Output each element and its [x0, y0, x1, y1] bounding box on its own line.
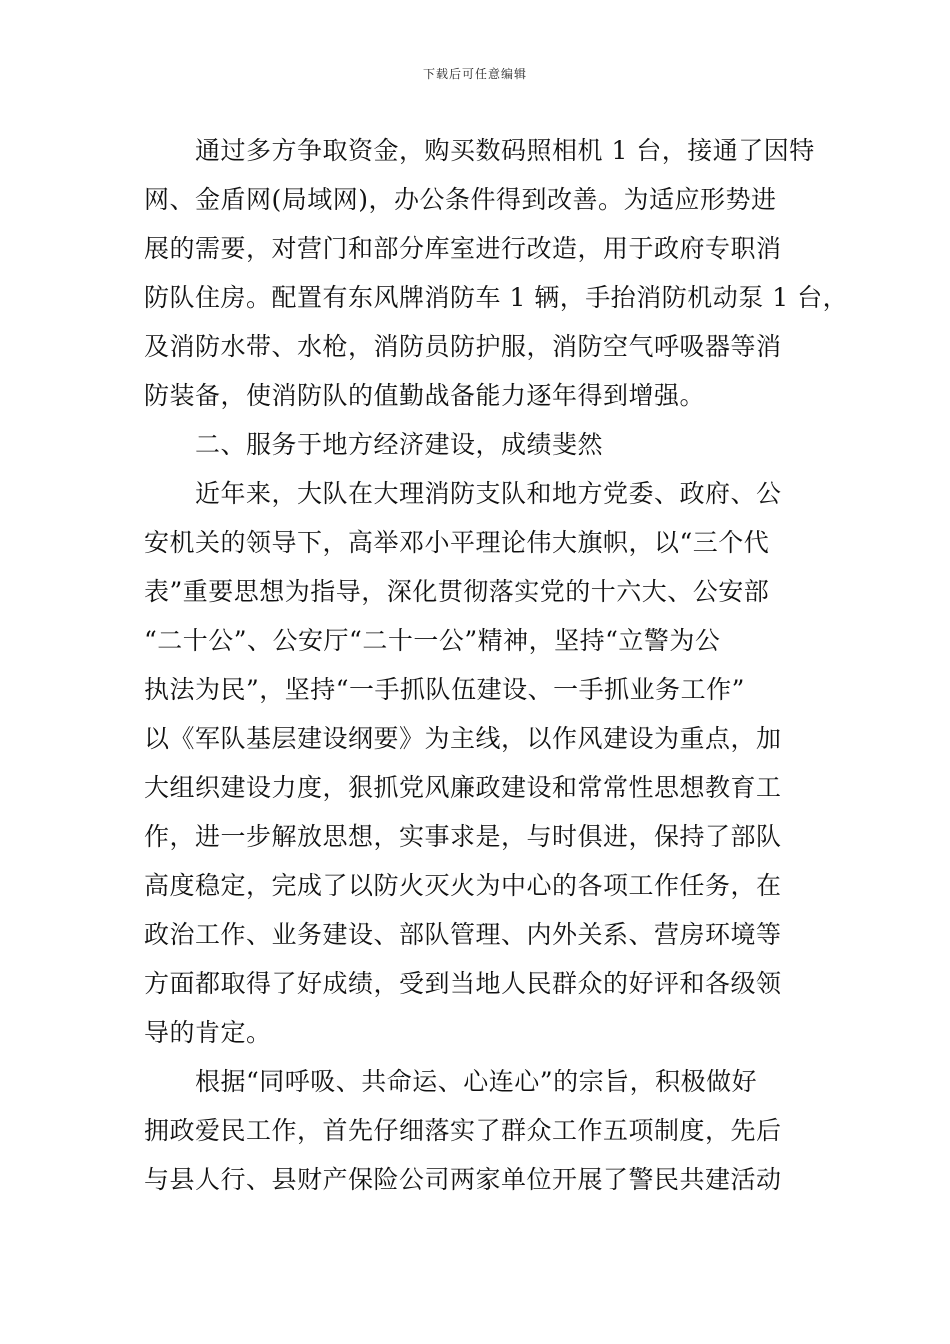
header-note: 下载后可任意编辑: [422, 67, 527, 81]
document-body: [144, 126, 849, 1204]
paragraph-line: 表”重要思想为指导，深化贯彻落实党的十六大、公安部: [144, 577, 770, 606]
paragraph-line: “二十公”、公安厅“二十一公”精神，坚持“立警为公: [144, 626, 721, 655]
paragraph-line: 执法为民”，坚持“一手抓队伍建设、一手抓业务工作”: [144, 675, 745, 704]
section-heading: 二、服务于地方经济建设，成绩斐然: [195, 430, 604, 459]
paragraph-line: 大组织建设力度，狠抓党风廉政建设和常常性思想教育工: [144, 773, 782, 802]
paragraph-line: 作，进一步解放思想，实事求是，与时俱进，保持了部队: [144, 822, 782, 851]
paragraph-line: 拥政爱民工作，首先仔细落实了群众工作五项制度，先后: [144, 1116, 782, 1145]
paragraph-line: 通过多方争取资金，购买数码照相机 1 台，接通了因特: [195, 136, 815, 165]
paragraph-line: 导的肯定。: [144, 1018, 272, 1047]
paragraph-line: 高度稳定，完成了以防火灭火为中心的各项工作任务，在: [144, 871, 782, 900]
paragraph-line: 展的需要，对营门和部分库室进行改造，用于政府专职消: [144, 234, 782, 263]
paragraph-line: 政治工作、业务建设、部队管理、内外关系、营房环境等: [144, 920, 782, 949]
paragraph-line: 方面都取得了好成绩，受到当地人民群众的好评和各级领: [144, 969, 782, 998]
paragraph-line: 防队住房。配置有东风牌消防车 1 辆，手抬消防机动泵 1 台，: [144, 283, 849, 312]
paragraph-line: 网、金盾网(局域网)，办公条件得到改善。为适应形势进: [144, 185, 777, 214]
paragraph-line: 近年来，大队在大理消防支队和地方党委、政府、公: [195, 479, 782, 508]
paragraph-line: 及消防水带、水枪，消防员防护服，消防空气呼吸器等消: [144, 332, 782, 361]
paragraph-line: 与县人行、县财产保险公司两家单位开展了警民共建活动: [144, 1165, 782, 1194]
paragraph-line: 以《军队基层建设纲要》为主线，以作风建设为重点，加: [144, 724, 782, 753]
paragraph-line: 防装备，使消防队的值勤战备能力逐年得到增强。: [144, 381, 706, 410]
paragraph-line: 根据“同呼吸、共命运、心连心”的宗旨，积极做好: [195, 1067, 758, 1096]
paragraph-line: 安机关的领导下，高举邓小平理论伟大旗帜，以“三个代: [144, 528, 770, 557]
